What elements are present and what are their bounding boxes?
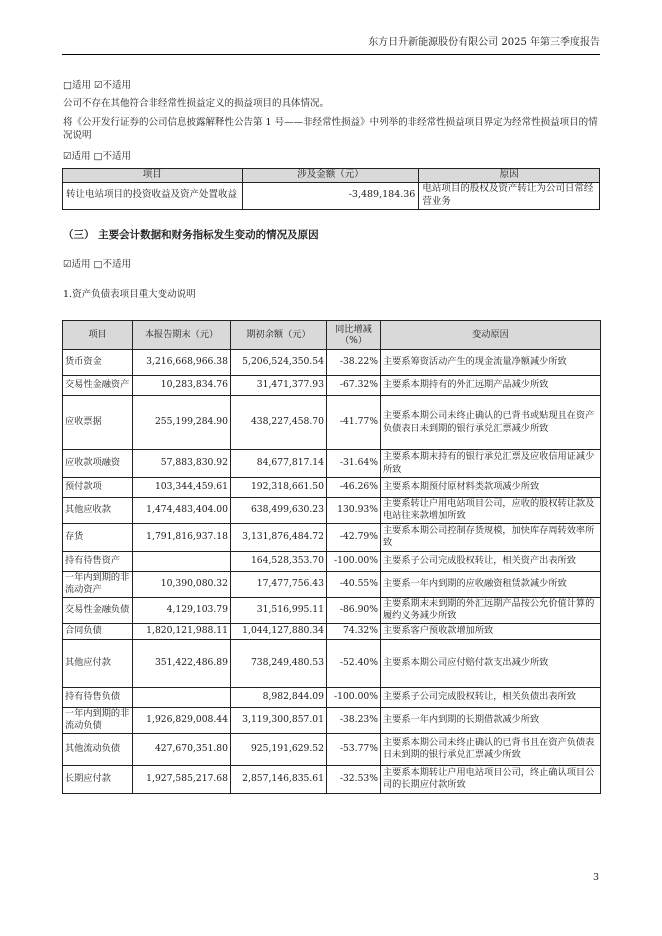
table-row [63,765,601,793]
cell-reason: 电站项目的股权及资产转让为公司日常经营业务 [419,182,600,209]
cell-item: 一年内到期的非流动负债 [63,707,133,733]
section-title: （三） 主要会计数据和财务指标发生变动的情况及原因 [63,229,319,241]
cell-item: 合同负债 [63,623,133,639]
cell-item: 长期应付款 [63,765,133,793]
applicable-checkbox-1: □适用 ☑不适用 [63,80,132,91]
balance-sheet-changes-table [62,320,601,794]
cell-period-end: 1,926,829,008.44 [133,707,231,733]
cell-reason: 主要系本期转让户用电站项目公司，终止确认项目公司的长期应付款所致 [381,765,601,793]
table-header-row [63,169,600,183]
cell-reason: 主要系本期公司未终止确认的已背书或贴现且在资产负债表日未到期的银行承兑汇票减少所致 [381,396,601,450]
table-row [63,498,601,524]
cell-change-pct: -40.55% [327,571,381,597]
report-header: 东方日升新能源股份有限公司 2025 年第三季度报告 [368,37,600,48]
applicable-checkbox-2: ☑适用 □不适用 [63,151,132,162]
applicable-checkbox-3: ☑适用 □不适用 [63,259,132,270]
cell-period-end: 1,791,816,937.18 [133,523,231,551]
cell-period-begin: 164,528,353.70 [231,551,327,571]
cell-reason: 主要系一年内到期的应收融资租赁款减少所致 [381,571,601,597]
cell-reason: 主要系本期预付原材料类款项减少所致 [381,478,601,498]
cell-period-end: 351,422,486.89 [133,639,231,687]
cell-reason: 主要系本期末持有的银行承兑汇票及应收信用证减少所致 [381,450,601,478]
cell-item: 预付款项 [63,478,133,498]
cell-change-pct: -52.40% [327,639,381,687]
cell-period-begin: 3,119,300,857.01 [231,707,327,733]
cell-item: 转让电站项目的投资收益及资产处置收益 [63,182,243,209]
cell-period-begin: 1,044,127,880.34 [231,623,327,639]
cell-change-pct: -100.00% [327,551,381,571]
cell-item: 其他应付款 [63,639,133,687]
cell-period-end: 57,883,830.92 [133,450,231,478]
cell-change-pct: -31.64% [327,450,381,478]
cell-period-end: 1,927,585,217.68 [133,765,231,793]
cell-change-pct: 130.93% [327,498,381,524]
cell-period-end: 10,283,834.76 [133,376,231,396]
cell-item: 应收票据 [63,396,133,450]
cell-reason: 主要系客户预收款增加所致 [381,623,601,639]
cell-item: 一年内到期的非流动资产 [63,571,133,597]
table-row [63,571,601,597]
cell-item: 货币资金 [63,350,133,376]
cell-item: 其他应收款 [63,498,133,524]
cell-reason: 主要系一年内到期的长期借款减少所致 [381,707,601,733]
col-header-reason: 原因 [419,169,600,183]
table-row [63,707,601,733]
subsection-label: 1.资产负债表项目重大变动说明 [63,289,196,300]
cell-item: 其他流动负债 [63,733,133,765]
cell-item: 交易性金融资产 [63,376,133,396]
cell-item: 应收款项融资 [63,450,133,478]
table-row [63,639,601,687]
table-row [63,376,601,396]
cell-period-end: 1,474,483,404.00 [133,498,231,524]
table-row [63,350,601,376]
cell-period-end: 255,199,284.90 [133,396,231,450]
table-row [63,523,601,551]
col-header-period-begin: 期初余额（元） [231,321,327,350]
cell-item: 持有待售资产 [63,551,133,571]
table-row [63,687,601,707]
cell-change-pct: -42.79% [327,523,381,551]
paragraph-classification: 将《公开发行证券的公司信息披露解释性公告第 1 号——非经常性损益》中列举的非经常性损益项目界定为经常性损益项目的情况说明 [63,117,598,141]
cell-period-begin: 31,471,377.93 [231,376,327,396]
table-row [63,396,601,450]
col-header-item: 项目 [63,169,243,183]
col-header-period-end: 本报告期末（元） [133,321,231,350]
cell-reason: 主要系筹资活动产生的现金流量净额减少所致 [381,350,601,376]
page-number: 3 [593,872,600,883]
cell-period-begin: 8,982,844.09 [231,687,327,707]
table-header-row [63,321,601,350]
cell-change-pct: -53.77% [327,733,381,765]
table-row [63,733,601,765]
cell-period-begin: 31,516,995.11 [231,597,327,623]
cell-period-end: 103,344,459.61 [133,478,231,498]
cell-reason: 主要系转让户用电站项目公司，应收的股权转让款及电站往来款增加所致 [381,498,601,524]
cell-period-begin: 84,677,817.14 [231,450,327,478]
cell-reason: 主要系本期公司未终止确认的已背书且在资产负债表日未到期的银行承兑汇票减少所致 [381,733,601,765]
cell-period-end: 1,820,121,988.11 [133,623,231,639]
cell-period-end: 3,216,668,966.38 [133,350,231,376]
header-rule [62,54,600,55]
table-row [63,478,601,498]
cell-change-pct: -86.90% [327,597,381,623]
cell-item: 持有待售负债 [63,687,133,707]
cell-change-pct: -38.23% [327,707,381,733]
cell-change-pct: -100.00% [327,687,381,707]
cell-reason: 主要系期末未到期的外汇远期产品按公允价值计算的履约义务减少所致 [381,597,601,623]
cell-period-begin: 738,249,480.53 [231,639,327,687]
cell-item: 存货 [63,523,133,551]
paragraph-no-other-items: 公司不存在其他符合非经常性损益定义的损益项目的具体情况。 [63,98,330,109]
cell-period-end: 10,390,080.32 [133,571,231,597]
cell-period-begin: 17,477,756.43 [231,571,327,597]
cell-change-pct: -41.77% [327,396,381,450]
cell-period-end [133,687,231,707]
cell-period-begin: 192,318,661.50 [231,478,327,498]
table-row [63,450,601,478]
table-row [63,597,601,623]
cell-period-begin: 2,857,146,835.61 [231,765,327,793]
cell-reason: 主要系本期公司应付赔付款支出减少所致 [381,639,601,687]
cell-change-pct: -46.26% [327,478,381,498]
cell-amount: -3,489,184.36 [242,182,419,209]
cell-period-begin: 5,206,524,350.54 [231,350,327,376]
recurring-items-table [62,168,600,210]
cell-item: 交易性金融负债 [63,597,133,623]
cell-change-pct: -32.53% [327,765,381,793]
cell-change-pct: -38.22% [327,350,381,376]
cell-period-begin: 438,227,458.70 [231,396,327,450]
cell-period-begin: 638,499,630.23 [231,498,327,524]
cell-period-end: 4,129,103.79 [133,597,231,623]
cell-reason: 主要系本期公司控制存货规模，加快库存周转效率所致 [381,523,601,551]
table-row [63,182,600,209]
col-header-amount: 涉及金额（元） [242,169,419,183]
col-header-item: 项目 [63,321,133,350]
cell-reason: 主要系本期持有的外汇远期产品减少所致 [381,376,601,396]
cell-change-pct: 74.32% [327,623,381,639]
cell-reason: 主要系子公司完成股权转让，相关负债出表所致 [381,687,601,707]
cell-change-pct: -67.32% [327,376,381,396]
col-header-reason: 变动原因 [381,321,601,350]
col-header-change-pct: 同比增减（%） [327,321,381,350]
table-row [63,623,601,639]
cell-reason: 主要系子公司完成股权转让，相关资产出表所致 [381,551,601,571]
cell-period-end [133,551,231,571]
cell-period-end: 427,670,351.80 [133,733,231,765]
cell-period-begin: 925,191,629.52 [231,733,327,765]
table-row [63,551,601,571]
cell-period-begin: 3,131,876,484.72 [231,523,327,551]
